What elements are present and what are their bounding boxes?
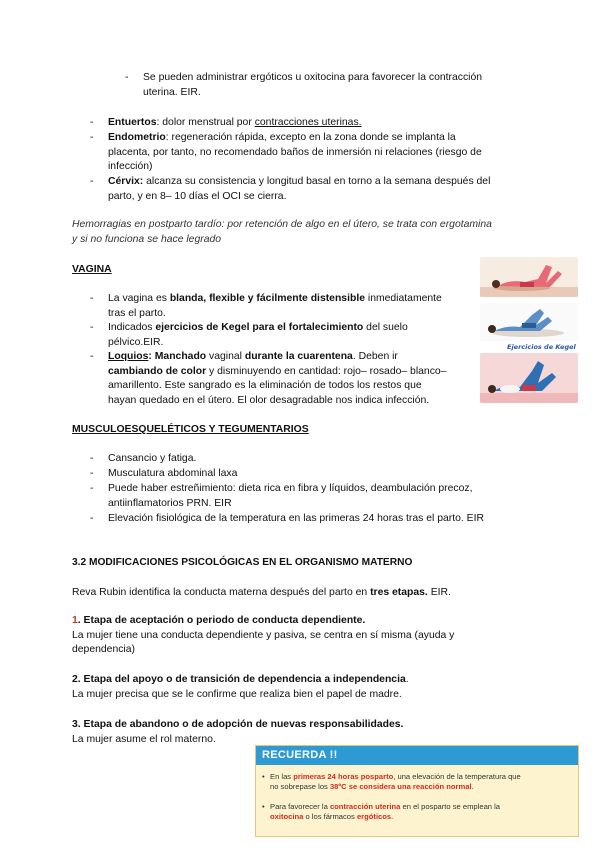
etapa-3-line1: La mujer asume el rol materno. [72, 733, 216, 745]
etapa-2-line1: La mujer precisa que se le confirme que realiza bien el papel de madre. [72, 688, 402, 700]
hemorragias-note [72, 218, 542, 247]
intro-b: tres etapas. [370, 587, 428, 598]
musculo-item-3-line1: Puede haber estreñimiento: dieta rica en fibra y líquidos, deambulación precoz, [108, 483, 473, 494]
musculo-item-4 [90, 512, 538, 527]
etapa-3-title: 3. Etapa de abandono o de adopción de nuevas responsabilidades. [72, 719, 404, 730]
hemorragias-line2: y si no funciona se hace legrado [72, 233, 222, 245]
rec1-e: 38ºC se considera una reacción normal [329, 782, 472, 791]
kegel-caption: Ejercicios de Kegel [507, 343, 576, 351]
musculo-item-2 [90, 467, 238, 482]
vagina-i1-c: inmediatamente [365, 293, 442, 304]
vagina-i2-a: Indicados [108, 322, 156, 333]
ergotics-line1: Se pueden administrar ergóticos u oxitocina para favorecer la contracción [143, 72, 483, 83]
bullet-dash: - [90, 132, 94, 143]
bullet-dash: - [90, 483, 94, 494]
rec1-b: primeras 24 horas posparto [293, 772, 394, 781]
intro-c: EIR. [427, 587, 451, 598]
etapa-1-title: . Etapa de aceptación o periodo de conducta dependiente. [77, 615, 366, 626]
woman-exercise-icon [480, 353, 578, 403]
rec1-a: En las [270, 772, 294, 781]
vagina-item-2 [90, 321, 478, 350]
musculo-item-1 [90, 452, 197, 467]
loquios-b3: cambiando de color [108, 365, 207, 377]
loquios-b1: Manchado [154, 351, 207, 362]
entuertos-text: : dolor menstrual por [156, 117, 255, 128]
section-32-title: 3.2 MODIFICACIONES PSICOLÓGICAS EN EL ORGANISMO MATERNO [72, 557, 413, 568]
endometrio-item [90, 131, 538, 175]
entuertos-label: Entuertos [108, 117, 157, 128]
etapa-3 [72, 718, 542, 747]
recuerda-item-1 [262, 772, 570, 792]
musculo-item-2-text: Musculatura abdominal laxa [108, 468, 238, 479]
etapa-2-dot: . [405, 674, 409, 685]
cervix-label: Cérvix: [108, 176, 144, 187]
vagina-i1-line2: tras el parto. [108, 307, 166, 319]
bullet-dash: - [90, 176, 94, 187]
endometrio-label: Endometrio [108, 132, 166, 143]
musculo-item-1-text: Cansancio y fatiga. [108, 453, 197, 464]
endometrio-line2: placenta, por tanto, no recomendado baños de inmersión ni relaciones (riesgo de [108, 146, 482, 158]
vagina-i2-c: del suelo [363, 322, 408, 333]
rec1-d: no sobrepase los [270, 782, 330, 791]
musculo-item-4-text: Elevación fisiológica de la temperatura en las primeras 24 horas tras el parto. EIR [108, 513, 484, 524]
bullet-dash: - [125, 72, 129, 83]
etapa-1-line1: La mujer tiene una conducta dependiente y pasiva, se centra en sí misma (ayuda y [72, 629, 455, 641]
loquios-b2: durante la cuarentena [244, 351, 353, 362]
hemorragias-line1: Hemorragias en postparto tardío: por retención de algo en el útero, se trata con ergotamina [72, 219, 492, 230]
vagina-i2-b: ejercicios de Kegel para el fortalecimiento [155, 322, 364, 333]
bullet-dot: • [262, 772, 265, 781]
kegel-illustration-2 [480, 303, 578, 341]
ergotics-item [125, 71, 543, 100]
bullet-dash: - [90, 468, 94, 479]
vagina-i2-line2: pélvico.EIR. [108, 336, 164, 348]
bullet-dash: - [90, 513, 94, 524]
rec2-a: Para favorecer la [270, 802, 330, 811]
loquios-line3: amarillento. Este sangrado es la eliminación de todos los restos que [108, 380, 422, 391]
bullet-dot: • [262, 802, 265, 811]
intro-a: Reva Rubin identifica la conducta materna después del parto en [72, 587, 371, 598]
recuerda-callout [255, 745, 579, 837]
rec1-c: , una elevación de la temperatura que [393, 772, 521, 781]
musculo-heading: MUSCULOESQUELÉTICOS Y TEGUMENTARIOS [72, 424, 309, 435]
loquios-line4: hayan quedado en el útero. El olor desagradable nos indica infección. [108, 394, 430, 406]
entuertos-item [90, 116, 528, 131]
vagina-item-1 [90, 292, 478, 321]
etapa-1-num: 1 [72, 615, 78, 626]
recuerda-item-2 [262, 802, 570, 822]
vagina-i1-b: blanda, flexible y fácilmente distensible [169, 293, 365, 304]
bullet-dash: - [90, 117, 94, 128]
kegel-illustration-1 [480, 257, 578, 297]
entuertos-link: contracciones uterinas. [254, 117, 362, 128]
loquios-t3: y disminuyendo en cantidad: rojo– rosado– blanco– [206, 365, 447, 377]
rec2-f: ergóticos [356, 812, 392, 821]
musculo-item-3 [90, 482, 528, 511]
woman-exercise-icon [480, 303, 578, 341]
bullet-dash: - [90, 453, 94, 464]
rec2-g: . [391, 812, 394, 821]
vagina-heading: VAGINA [72, 264, 112, 275]
bullet-dash: - [90, 322, 94, 333]
section-32-intro [72, 586, 542, 601]
etapa-2 [72, 673, 542, 702]
vagina-i1-a: La vagina es [108, 293, 170, 304]
cervix-line1: alcanza su consistencia y longitud basal en torno a la semana después del [143, 176, 491, 187]
loquios-label: Loquios [108, 351, 149, 362]
loquios-colon: : [148, 351, 155, 362]
etapa-1 [72, 614, 542, 658]
rec2-e: o los fármacos [303, 812, 357, 821]
etapa-2-title: 2. Etapa del apoyo o de transición de dependencia a independencia [72, 674, 406, 685]
recuerda-title: RECUERDA !! [256, 746, 578, 765]
vagina-item-3 [90, 350, 483, 408]
kegel-illustration-3 [480, 353, 578, 403]
rec1-f: . [471, 782, 474, 791]
rec2-c: en el posparto se emplean la [400, 802, 501, 811]
musculo-item-3-line2: antiinflamatorios PRN. EIR [108, 497, 232, 509]
rec2-d: oxitocina [270, 812, 304, 821]
ergotics-line2: uterina. EIR. [143, 86, 201, 98]
bullet-dash: - [90, 351, 94, 362]
cervix-item [90, 175, 538, 204]
endometrio-line3: infección) [108, 161, 153, 172]
woman-exercise-icon [480, 257, 578, 297]
loquios-t2: . Deben ir [352, 351, 398, 362]
etapa-1-line2: dependencia) [72, 644, 135, 655]
bullet-dash: - [90, 293, 94, 304]
rec2-b: contracción uterina [329, 802, 401, 811]
cervix-line2: parto, y en 8– 10 días el OCI se cierra. [108, 190, 287, 202]
loquios-t1: vaginal [206, 351, 245, 362]
endometrio-line1: : regeneración rápida, excepto en la zona donde se implanta la [165, 132, 456, 143]
